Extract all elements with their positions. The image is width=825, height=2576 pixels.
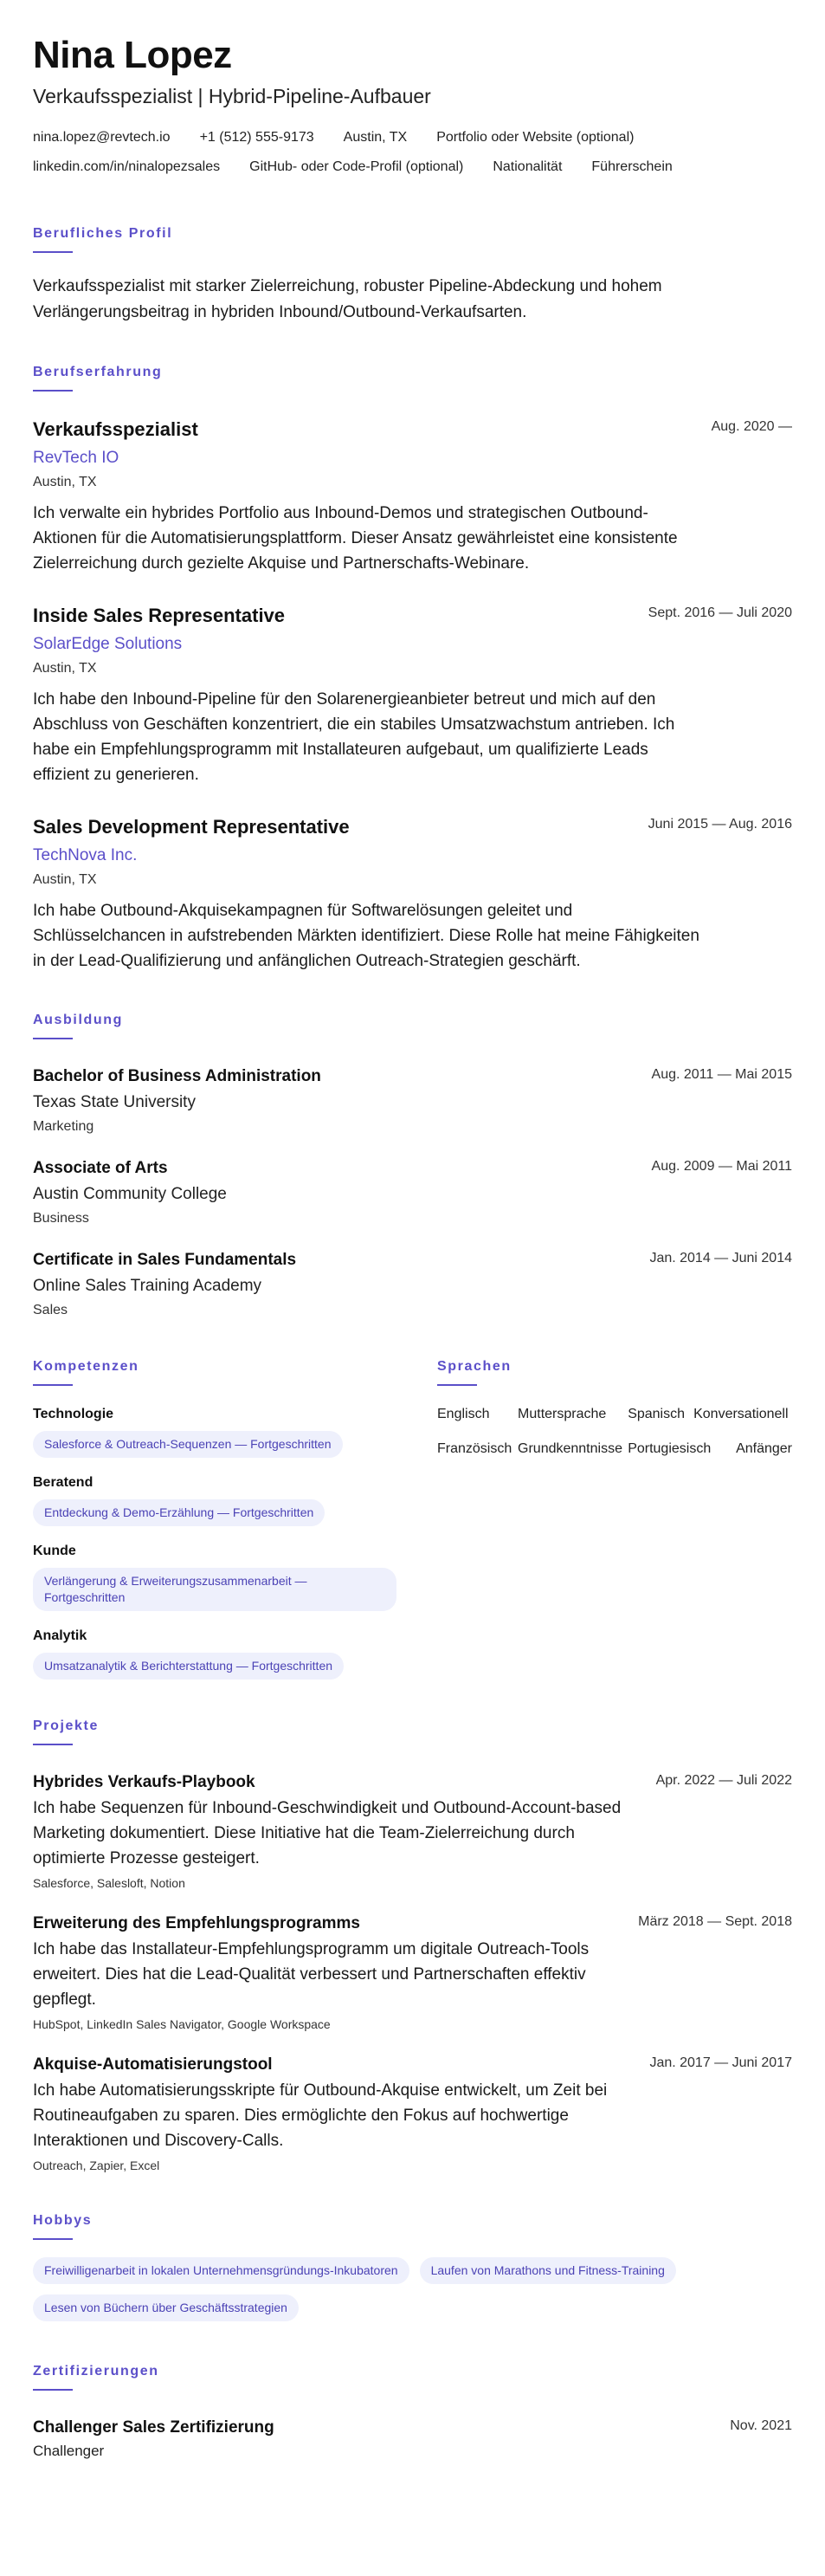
job-location: Austin, TX bbox=[33, 475, 97, 489]
certification-item bbox=[33, 2417, 792, 2462]
job-location: Austin, TX bbox=[33, 872, 97, 887]
education-section bbox=[33, 1012, 792, 1320]
project-title: Erweiterung des Empfehlungsprogramms bbox=[33, 1914, 360, 1932]
skill-group bbox=[33, 1473, 437, 1526]
edu-date: Aug. 2011 — Mai 2015 bbox=[651, 1067, 792, 1082]
hobby-pill: Freiwilligenarbeit in lokalen Unternehmensgründungs-Inkubatoren bbox=[33, 2257, 409, 2284]
language-name: Portugiesisch bbox=[628, 1441, 712, 1456]
job-title: Inside Sales Representative bbox=[33, 605, 286, 626]
experience-section bbox=[33, 364, 792, 974]
job-title: Verkaufsspezialist bbox=[33, 418, 198, 440]
section-divider bbox=[33, 2238, 73, 2240]
skill-category: Kunde bbox=[33, 1544, 76, 1558]
edu-field: Sales bbox=[33, 1303, 68, 1317]
project-title: Akquise-Automatisierungstool bbox=[33, 2055, 273, 2074]
section-title-profile: Berufliches Profil bbox=[33, 226, 173, 241]
contact-phone[interactable]: +1 (512) 555-9173 bbox=[199, 130, 314, 145]
language-level: Muttersprache bbox=[518, 1407, 607, 1421]
job-description: Ich verwalte ein hybrides Portfolio aus Inbound-Demos und strategischen Outbound-Aktionen für die Automatisierungsplattform. Dieser Ansatz gewährleistet eine konsistente Zielerreichung durch gezielte Akquise und Partnerschafts-Webinare. bbox=[33, 504, 678, 573]
section-title-experience: Berufserfahrung bbox=[33, 365, 163, 379]
project-date: Apr. 2022 — Juli 2022 bbox=[655, 1773, 792, 1788]
candidate-headline: Verkaufsspezialist | Hybrid-Pipeline-Aufbauer bbox=[33, 85, 431, 107]
project-description: Ich habe Sequenzen für Inbound-Geschwindigkeit und Outbound-Account-based Marketing dokumentiert. Diese Initiative hat die Team-Zielerreichung durch optimierte Prozesse gesteigert. bbox=[33, 1799, 622, 1867]
skill-pill: Salesforce & Outreach-Sequenzen — Fortgeschritten bbox=[33, 1431, 343, 1458]
language-name: Englisch bbox=[437, 1407, 490, 1421]
section-divider bbox=[33, 390, 73, 392]
edu-school: Online Sales Training Academy bbox=[33, 1277, 262, 1295]
section-title-hobbies: Hobbys bbox=[33, 2213, 93, 2228]
contact-location: Austin, TX bbox=[343, 130, 408, 145]
contact-github[interactable]: GitHub- oder Code-Profil (optional) bbox=[249, 159, 464, 174]
edu-degree: Associate of Arts bbox=[33, 1159, 168, 1177]
job-description: Ich habe den Inbound-Pipeline für den Solarenergieanbieter betreut und mich auf den Abschluss von Geschäften konzentriert, die ein stabiles Umsatzwachstum antrieben. Ich habe ein Empfehlungsprogramm mit Installateuren aufgebaut, um qualifizierte Leads effizient zu generieren. bbox=[33, 690, 675, 784]
skill-group bbox=[33, 1542, 437, 1611]
language-row bbox=[437, 1440, 792, 1459]
experience-item bbox=[33, 417, 792, 576]
section-title-education: Ausbildung bbox=[33, 1013, 123, 1027]
skill-pill: Umsatzanalytik & Berichterstattung — Fortgeschritten bbox=[33, 1653, 344, 1680]
edu-school: Austin Community College bbox=[33, 1185, 227, 1203]
contact-portfolio[interactable]: Portfolio oder Website (optional) bbox=[436, 130, 635, 145]
skill-group bbox=[33, 1627, 437, 1680]
section-title-languages: Sprachen bbox=[437, 1359, 512, 1374]
project-description: Ich habe Automatisierungsskripte für Outbound-Akquise entwickelt, um Zeit bei Routineaufgaben zu sparen. Dies ermöglichte den Fokus auf hochwertige Interaktionen und Discovery-Calls. bbox=[33, 2081, 608, 2150]
project-tools: Outreach, Zapier, Excel bbox=[33, 2159, 160, 2172]
skills-languages-row bbox=[33, 1358, 792, 1680]
project-item bbox=[33, 1771, 792, 1892]
edu-field: Marketing bbox=[33, 1119, 94, 1134]
section-divider bbox=[33, 2389, 73, 2391]
skill-pill: Verlängerung & Erweiterungszusammenarbeit — Fortgeschritten bbox=[33, 1568, 396, 1611]
profile-section bbox=[33, 225, 792, 326]
section-divider bbox=[33, 251, 73, 253]
edu-degree: Certificate in Sales Fundamentals bbox=[33, 1251, 297, 1269]
contact-nationality: Nationalität bbox=[493, 159, 563, 174]
skill-category: Beratend bbox=[33, 1475, 93, 1490]
skill-category: Technologie bbox=[33, 1407, 114, 1421]
job-date: Juni 2015 — Aug. 2016 bbox=[648, 817, 792, 832]
certification-title: Challenger Sales Zertifizierung bbox=[33, 2418, 274, 2437]
education-item bbox=[33, 1065, 792, 1136]
hobby-list bbox=[33, 2257, 795, 2332]
language-level: Anfänger bbox=[736, 1441, 792, 1456]
hobby-pill: Laufen von Marathons und Fitness-Training bbox=[420, 2257, 676, 2284]
language-row bbox=[437, 1405, 792, 1424]
language-level: Grundkenntnisse bbox=[518, 1441, 622, 1456]
skill-pill: Entdeckung & Demo-Erzählung — Fortgeschritten bbox=[33, 1499, 325, 1526]
job-company: RevTech IO bbox=[33, 449, 119, 467]
experience-item bbox=[33, 815, 792, 974]
project-item bbox=[33, 2054, 792, 2174]
job-description: Ich habe Outbound-Akquisekampagnen für Softwarelösungen geleitet und Schlüsselchancen in aufstrebenden Märkten identifiziert. Diese Rolle hat meine Fähigkeiten in der Lead-Qualifizierung und anfänglichen Outreach-Strategien geschärft. bbox=[33, 902, 699, 970]
skills-section bbox=[33, 1358, 437, 1680]
job-title: Sales Development Representative bbox=[33, 816, 350, 838]
project-date: Jan. 2017 — Juni 2017 bbox=[649, 2055, 792, 2070]
job-company: SolarEdge Solutions bbox=[33, 635, 183, 653]
edu-date: Aug. 2009 — Mai 2011 bbox=[651, 1159, 792, 1174]
skill-category: Analytik bbox=[33, 1628, 87, 1643]
section-divider bbox=[33, 1038, 73, 1039]
certification-issuer: Challenger bbox=[33, 2443, 105, 2459]
project-title: Hybrides Verkaufs-Playbook bbox=[33, 1773, 255, 1791]
contact-info-secondary bbox=[33, 158, 792, 187]
project-tools: HubSpot, LinkedIn Sales Navigator, Google Workspace bbox=[33, 2017, 331, 2031]
job-company: TechNova Inc. bbox=[33, 846, 138, 864]
education-item bbox=[33, 1249, 792, 1320]
certifications-section bbox=[33, 2363, 792, 2462]
project-tools: Salesforce, Salesloft, Notion bbox=[33, 1876, 185, 1890]
project-date: März 2018 — Sept. 2018 bbox=[638, 1914, 792, 1929]
language-name: Französisch bbox=[437, 1441, 512, 1456]
skill-group bbox=[33, 1405, 437, 1458]
project-item bbox=[33, 1913, 792, 2033]
education-item bbox=[33, 1157, 792, 1228]
edu-school: Texas State University bbox=[33, 1093, 196, 1111]
edu-degree: Bachelor of Business Administration bbox=[33, 1067, 321, 1085]
hobby-pill: Lesen von Büchern über Geschäftsstrategien bbox=[33, 2294, 299, 2321]
experience-item bbox=[33, 604, 792, 787]
certification-date: Nov. 2021 bbox=[730, 2418, 792, 2433]
contact-license: Führerschein bbox=[591, 159, 673, 174]
job-date: Aug. 2020 — bbox=[711, 419, 792, 434]
edu-date: Jan. 2014 — Juni 2014 bbox=[649, 1251, 792, 1265]
project-description: Ich habe das Installateur-Empfehlungsprogramm um digitale Outreach-Tools erweitert. Dies hat die Lead-Qualität verbessert und Partnerschaften effektiv gepflegt. bbox=[33, 1940, 590, 2009]
projects-section bbox=[33, 1718, 792, 2174]
section-title-projects: Projekte bbox=[33, 1718, 99, 1733]
section-title-certifications: Zertifizierungen bbox=[33, 2364, 159, 2379]
candidate-name: Nina Lopez bbox=[33, 34, 232, 76]
language-level: Konversationell bbox=[693, 1407, 789, 1421]
hobbies-section bbox=[33, 2212, 792, 2332]
job-date: Sept. 2016 — Juli 2020 bbox=[648, 605, 792, 620]
section-divider bbox=[33, 1744, 73, 1745]
contact-email[interactable]: nina.lopez@revtech.io bbox=[33, 130, 171, 145]
section-divider bbox=[33, 1384, 73, 1386]
edu-field: Business bbox=[33, 1211, 89, 1226]
languages-section bbox=[437, 1358, 792, 1680]
language-name: Spanisch bbox=[628, 1407, 686, 1421]
contact-info bbox=[33, 128, 792, 158]
section-title-skills: Kompetenzen bbox=[33, 1359, 139, 1374]
profile-summary: Verkaufsspezialist mit starker Zielerreichung, robuster Pipeline-Abdeckung und hohem Verlängerungsbeitrag in hybriden Inbound/Outbound-Verkaufsarten. bbox=[33, 277, 662, 321]
section-divider bbox=[437, 1384, 477, 1386]
job-location: Austin, TX bbox=[33, 661, 97, 676]
contact-linkedin[interactable]: linkedin.com/in/ninalopezsales bbox=[33, 159, 221, 174]
